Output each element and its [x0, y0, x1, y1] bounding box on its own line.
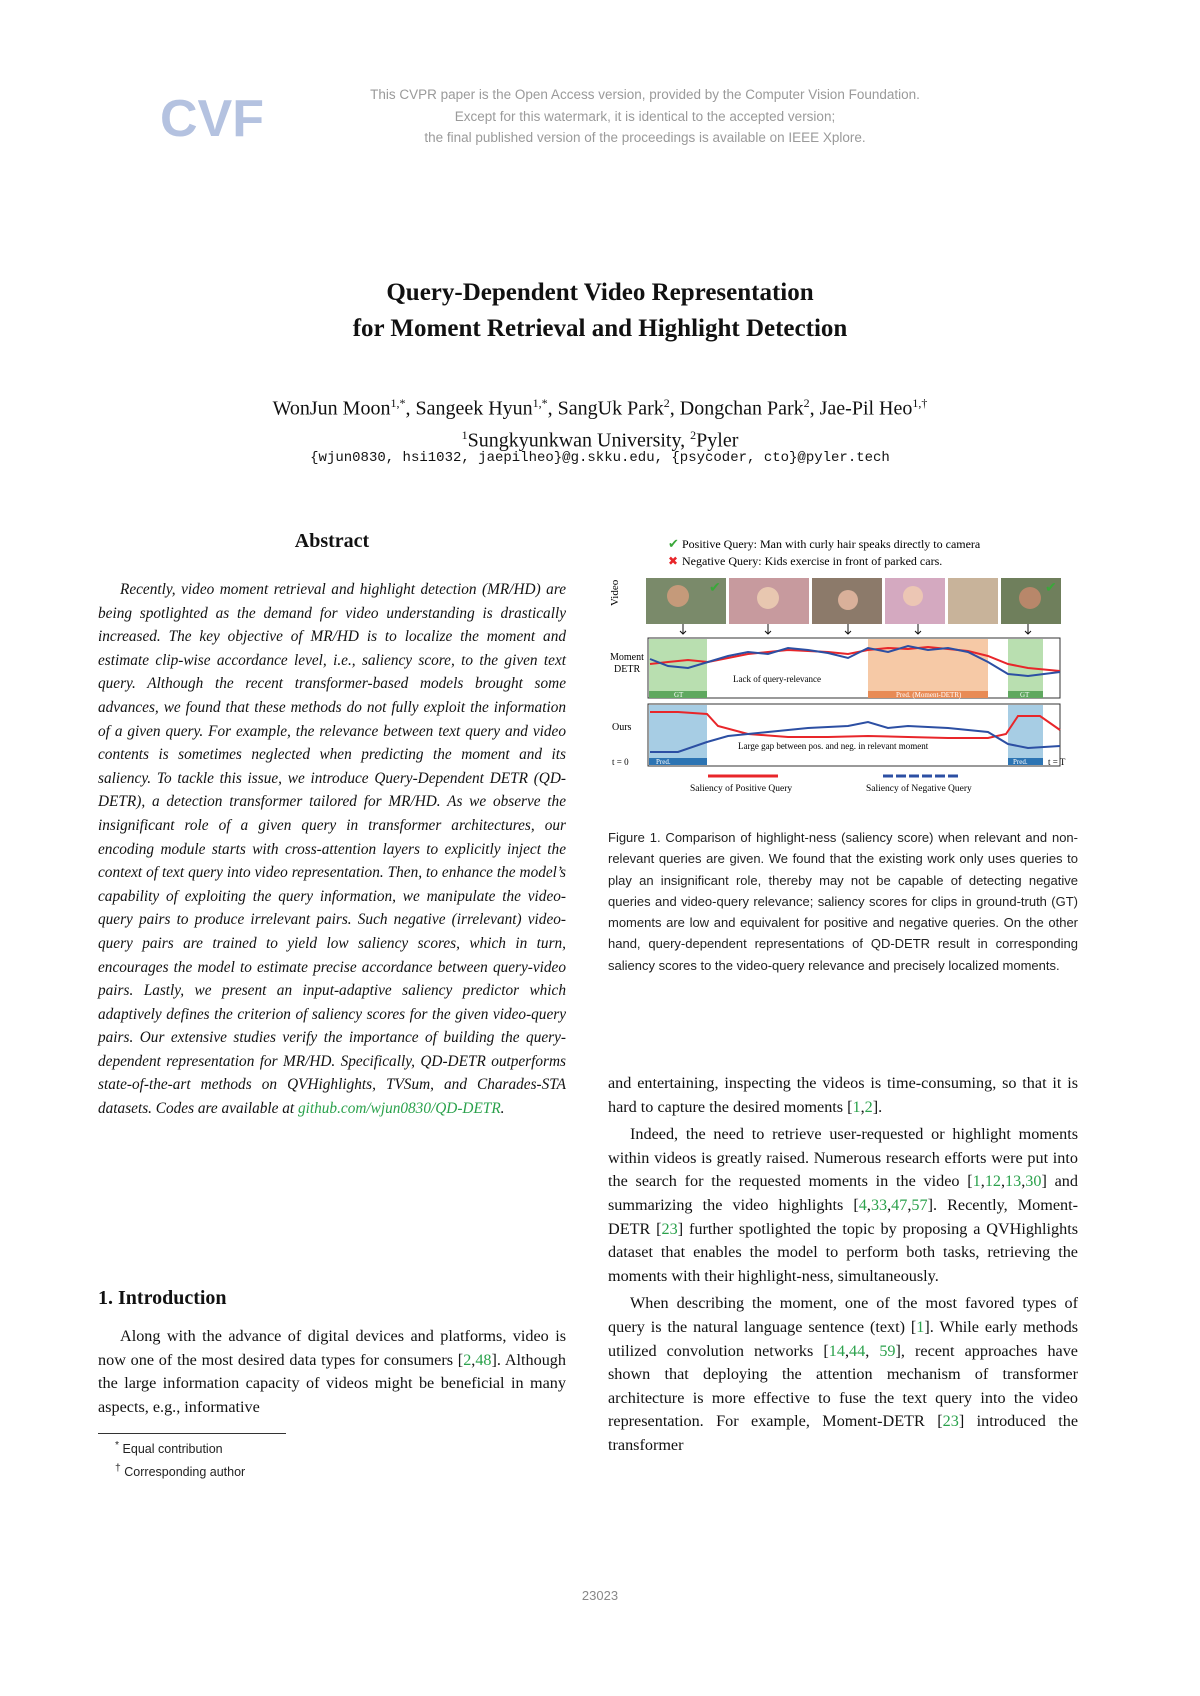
footnotes: * Equal contribution † Corresponding author: [115, 1440, 246, 1480]
author-name: Jae-Pil Heo: [819, 397, 913, 420]
author-sup: 1,*: [532, 396, 548, 410]
abstract-body: Recently, video moment retrieval and highlight detection (MR/HD) are being spotlighted as the demand for video understanding is drastically increased. The key objective of MR/HD is to localize the moment and estimate clip-wise accordance level, i.e., saliency score, to the given text query. Although the recent transformer-based models brought some advances, we found that these methods do not fully exploit the information of a given query. For example, the relevance between text query and video contents is sometimes neglected when predicting the moment and its saliency. To tackle this issue, we introduce Query-Dependent DETR (QD-DETR), a detection transformer tailored for MR/HD. As we observe the insignificant role of a given query in transformer architectures, our encoding module starts with cross-attention layers to explicitly inject the context of text query into video representation. Then, to enhance the model’s capability of exploiting the query information, we manipulate the video-query pairs to produce irrelevant pairs. Such negative (irrelevant) video-query pairs are trained to yield low saliency scores, which in turn, encourages the model to estimate precise accordance between query-video pairs. Lastly, we present an input-adaptive saliency predictor which adaptively defines the criterion of saliency scores for the given video-query pairs. Our extensive studies verify the importance of building the query-dependent representation for MR/HD. Specifically, QD-DETR outperforms state-of-the-art methods on QVHighlights, TVSum, and Charades-STA datasets. Codes are available at github.com/wjun0830/QD-DETR.: [98, 581, 566, 1118]
author-list: WonJun Moon$^{1,*}$, Sangeek Hyun$^{1,*}$, SangUk Park$^2$, Dongchan Park$^2$, Jae-Pil Heo$^{1,\dagger}$: [272, 396, 928, 420]
code-link[interactable]: github.com/wjun0830/QD-DETR: [297, 1100, 501, 1118]
citation-link[interactable]: 4: [858, 1195, 867, 1214]
introduction-body: Along with the advance of digital devices and platforms, video is now one of the most desired data types for consumers [2,48]. Although the large information capacity of videos might be beneficial in many aspects, e.g., informative: [98, 1327, 566, 1416]
citation-link[interactable]: 23: [661, 1219, 678, 1238]
citation-link[interactable]: 59: [879, 1341, 896, 1360]
author-sup: 1,*: [390, 396, 406, 410]
citation-link[interactable]: 33: [870, 1195, 888, 1214]
legend-negative-label: Saliency of Negative Query: [866, 784, 972, 794]
video-row-label: Video: [609, 579, 621, 606]
watermark-line: This CVPR paper is the Open Access version, provided by the Computer Vision Foundation.: [370, 87, 920, 102]
author-block: [0, 390, 1200, 453]
author-name: Sangeek Hyun: [415, 397, 533, 420]
abstract-heading: Abstract: [294, 530, 370, 552]
page-number: 23023: [581, 1588, 619, 1603]
pred-label: Pred.: [656, 758, 671, 766]
legend-positive-label: Saliency of Positive Query: [690, 784, 793, 794]
citation-link[interactable]: 1: [916, 1317, 925, 1336]
svg-text:CVF: CVF: [160, 90, 264, 148]
author-sup: 1,†: [912, 396, 928, 410]
citation-link[interactable]: 12: [984, 1172, 1001, 1191]
citation-link[interactable]: 14: [828, 1341, 845, 1360]
frame-pointers: [680, 624, 1031, 634]
title-line: for Moment Retrieval and Highlight Detection: [352, 315, 848, 342]
citation-link[interactable]: 48: [475, 1350, 492, 1369]
ours-label: Ours: [612, 722, 632, 733]
citation-link[interactable]: 13: [1005, 1172, 1022, 1191]
pred-region-ours: [1008, 705, 1043, 758]
svg-text:✔: ✔: [709, 581, 721, 596]
citation-link[interactable]: 1: [972, 1172, 981, 1191]
citation-link[interactable]: 23: [942, 1412, 959, 1431]
figure-caption: Figure 1. Comparison of highlight-ness (saliency score) when relevant and non-relevant queries are given. We found that the existing work only uses queries to play an insignificant role, thereby may not be capable of detecting negative queries and video-query relevance; saliency scores for clips in ground-truth (GT) moments are low and equivalent for positive and negative queries. On the other hand, query-dependent representations of QD-DETR result in corresponding saliency scores to the video-query relevance and precisely localized moments.: [608, 830, 1078, 973]
author-name: WonJun Moon: [272, 397, 391, 420]
citation-link[interactable]: 44: [849, 1341, 866, 1360]
author-sup: 2: [663, 396, 670, 410]
watermark-line: Except for this watermark, it is identical to the accepted version;: [454, 108, 836, 124]
watermark-text: [0, 84, 1200, 149]
affiliations: $^1$Sungkyunkwan University, $^2$Pyler: [461, 427, 739, 452]
gt-label: GT: [674, 691, 684, 699]
author-name: Dongchan Park: [679, 397, 804, 420]
gt-label: GT: [1020, 691, 1030, 699]
moment-detr-label: Moment: [610, 652, 644, 663]
lack-annotation: Lack of query-relevance: [733, 674, 821, 684]
svg-text:✔: ✔: [1045, 581, 1057, 596]
section-heading-introduction: 1. Introduction: [98, 1287, 227, 1309]
citation-link[interactable]: 1: [852, 1097, 861, 1116]
watermark-line: the final published version of the proceedings is available on IEEE Xplore.: [424, 130, 866, 145]
time-start-label: t = 0: [612, 757, 629, 767]
negative-query-label: Negative Query: Kids exercise in front of parked cars.: [682, 554, 943, 568]
negative-cross-icon: ✖: [668, 554, 679, 568]
author-sup: 2: [803, 396, 810, 410]
citation-link[interactable]: 2: [864, 1097, 873, 1116]
citation-link[interactable]: 30: [1025, 1172, 1042, 1191]
author-name: SangUk Park: [557, 397, 664, 420]
large-gap-annotation: Large gap between pos. and neg. in relevant moment: [738, 741, 929, 751]
citation-link[interactable]: 47: [891, 1195, 908, 1214]
moment-detr-label: DETR: [614, 664, 641, 675]
video-frames: [646, 578, 1061, 624]
footnote-rule: [98, 1433, 286, 1434]
figure-1: [608, 534, 1078, 816]
citation-link[interactable]: 57: [911, 1195, 928, 1214]
citation-link[interactable]: 2: [463, 1350, 472, 1369]
author-emails: {wjun0830, hsi1032, jaepilheo}@g.skku.edu, {psycoder, cto}@pyler.tech: [310, 450, 890, 466]
positive-query-label: Positive Query: Man with curly hair speaks directly to camera: [682, 537, 981, 551]
positive-check-icon: ✔: [668, 536, 679, 551]
paper-title: [0, 275, 1200, 347]
title-line: Query-Dependent Video Representation: [386, 279, 814, 306]
time-end-label: t = T: [1048, 757, 1066, 767]
pred-label: Pred.: [1013, 758, 1028, 766]
pred-moment-detr-label: Pred. (Moment-DETR): [896, 691, 962, 699]
right-column-body: and entertaining, inspecting the videos is time-consuming, so that it is hard to capture the desired moments [1,2]. Indeed, the need to retrieve user-requested or highlight moments within videos is greatly raised. Numerous research efforts were put into the search for the requested moments in the video [1,12,13,30] and summarizing the video highlights [4,33,47,57]. Recently, Moment-DETR [23] further spotlighted the topic by proposing a QVHighlights dataset that enables the model to perform both tasks, retrieving the moments with their highlight-ness, simultaneously. When describing the moment, one of the most favored types of query is the natural language sentence (text) [1]. While early methods utilized convolution networks [14,44, 59], recent approaches have shown that deploying the attention mechanism of transformer architecture is more effective to fuse the text query into the video representation. For example, Moment-DETR [23] introduced the transformer: [608, 1074, 1079, 1454]
